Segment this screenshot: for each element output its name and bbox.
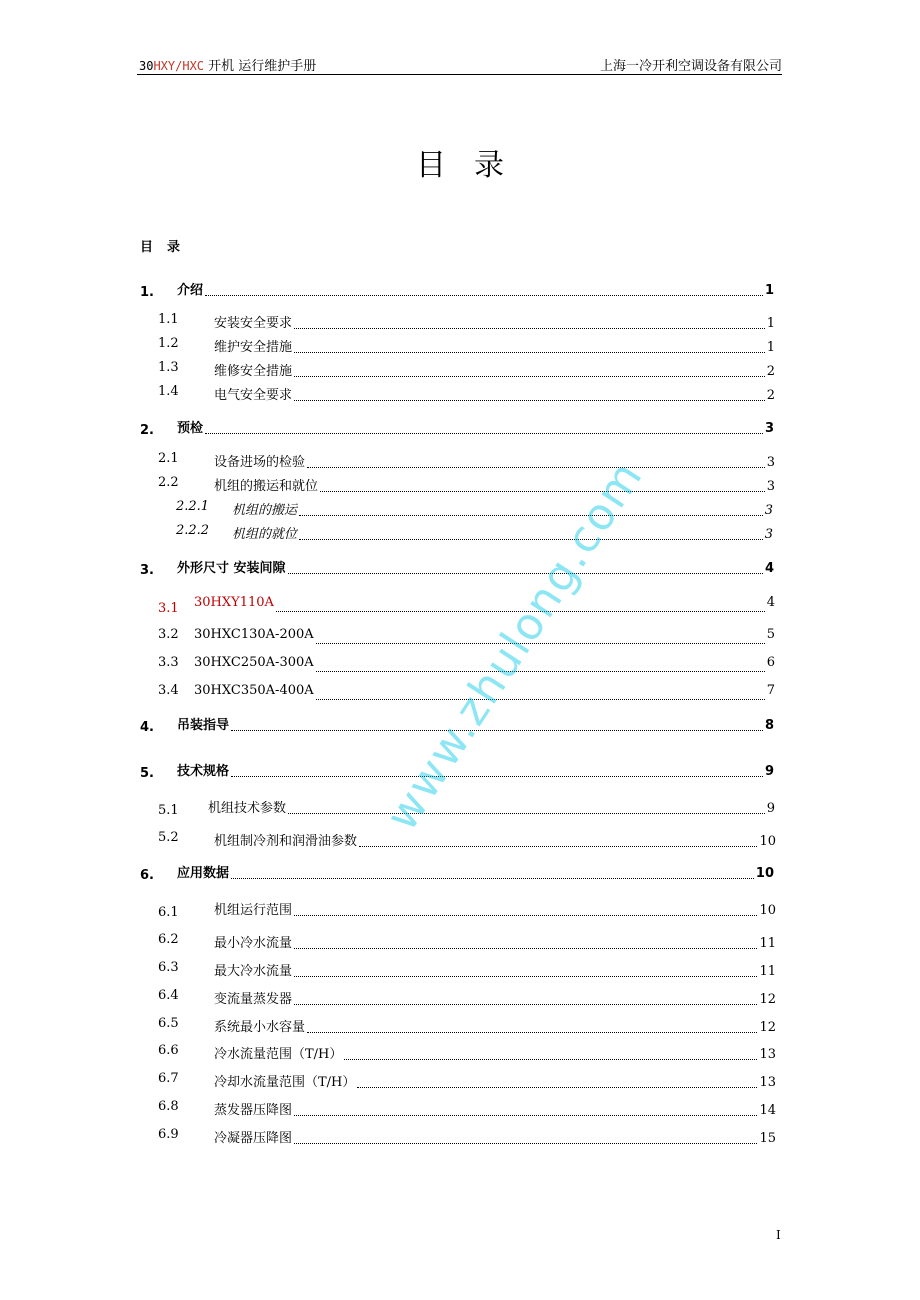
toc-entry-page: 8 [764, 718, 774, 733]
toc-entry-number: 1. [140, 285, 154, 300]
toc-entry[interactable] [158, 595, 775, 615]
toc-entry-number: 3.4 [158, 683, 179, 698]
toc-entry-title: 电气安全要求 [214, 388, 293, 403]
toc-entry-number: 6.8 [158, 1099, 179, 1114]
toc-entry-title: 30HXY110A [194, 595, 274, 610]
toc-entry-leader [294, 328, 765, 329]
toc-entry-page: 10 [759, 834, 776, 849]
toc-entry-number: 5.1 [158, 803, 179, 818]
toc-entry-title: 系统最小水容量 [214, 1020, 306, 1035]
toc-entry-leader [359, 846, 757, 847]
toc-entry-title: 蒸发器压降图 [214, 1103, 293, 1118]
toc-entry-leader [307, 1032, 757, 1033]
toc-entry-page: 6 [766, 655, 775, 670]
toc-entry-title: 机组的搬运和就位 [214, 479, 319, 494]
toc-entry[interactable] [158, 1043, 776, 1063]
toc-entry-number: 6.1 [158, 905, 179, 920]
toc-entry-number: 1.4 [158, 384, 179, 399]
toc-entry-leader [231, 776, 763, 777]
toc-entry-page: 11 [759, 936, 776, 951]
toc-entry-title: 机组的搬运 [232, 503, 298, 518]
toc-entry[interactable] [140, 417, 774, 437]
toc-entry-leader [294, 400, 765, 401]
toc-entry-title: 设备进场的检验 [214, 455, 306, 470]
toc-entry[interactable] [158, 451, 775, 471]
toc-entry[interactable] [158, 988, 776, 1008]
toc-entry-number: 1.2 [158, 336, 179, 351]
toc-entry-number: 2.2.2 [176, 523, 210, 538]
toc-entry[interactable] [158, 384, 775, 404]
toc-entry-number: 2.1 [158, 451, 179, 466]
toc-entry-title: 吊装指导 [177, 718, 230, 733]
toc-entry-page: 15 [759, 1131, 776, 1146]
toc-entry-number: 6.7 [158, 1071, 179, 1086]
toc-entry-leader [205, 433, 763, 434]
toc-heading: 目录 [140, 240, 195, 255]
toc-entry[interactable] [158, 1127, 776, 1147]
toc-entry-number: 6.9 [158, 1127, 179, 1142]
toc-entry-page: 3 [766, 479, 775, 494]
toc-entry-page: 12 [759, 1020, 776, 1035]
toc-entry-number: 6.6 [158, 1043, 179, 1058]
toc-entry-number: 6. [140, 868, 154, 883]
toc-entry-title: 安装安全要求 [214, 316, 293, 331]
toc-entry-title: 介绍 [177, 283, 204, 298]
toc-entry-title: 冷凝器压降图 [214, 1131, 293, 1146]
toc-entry-title: 30HXC350A-400A [194, 683, 314, 698]
toc-entry-leader [357, 1087, 757, 1088]
toc-entry-page: 13 [759, 1075, 776, 1090]
toc-entry-page: 2 [766, 364, 775, 379]
toc-entry[interactable] [158, 360, 775, 380]
page-number: I [776, 1228, 781, 1242]
toc-entry-title: 机组技术参数 [208, 801, 287, 816]
toc-entry-leader [231, 878, 754, 879]
toc-entry-title: 预检 [177, 421, 204, 436]
page-header [137, 55, 782, 75]
toc-entry[interactable] [158, 627, 775, 647]
toc-entry-number: 2. [140, 423, 154, 438]
toc-entry-leader [344, 1059, 757, 1060]
toc-entry-page: 2 [766, 388, 775, 403]
toc-entry-leader [294, 1004, 757, 1005]
toc-entry[interactable] [140, 557, 774, 577]
toc-entry-title: 维修安全措施 [214, 364, 293, 379]
toc-entry-title: 应用数据 [177, 866, 230, 881]
toc-entry[interactable] [140, 862, 774, 882]
toc-entry-leader [299, 539, 763, 540]
header-doc-name: 开机 运行维护手册 [204, 59, 317, 74]
toc-entry[interactable] [176, 523, 773, 543]
header-rule [137, 74, 782, 75]
toc-entry-title: 30HXC250A-300A [194, 655, 314, 670]
toc-entry-leader [231, 730, 763, 731]
toc-entry-page: 1 [764, 283, 774, 298]
toc-entry-title: 维护安全措施 [214, 340, 293, 355]
toc-entry-number: 2.2.1 [176, 499, 210, 514]
toc-entry[interactable] [158, 1016, 776, 1036]
toc-entry-title: 技术规格 [177, 764, 230, 779]
toc-entry-leader [205, 295, 763, 296]
toc-entry[interactable] [158, 475, 775, 495]
toc-entry-leader [288, 573, 763, 574]
toc-entry-page: 4 [766, 595, 775, 610]
toc-entry-title: 冷水流量范围（T/H） [214, 1047, 343, 1062]
toc-entry-leader [288, 813, 765, 814]
toc-entry-page: 7 [766, 683, 775, 698]
toc-entry-number: 1.3 [158, 360, 179, 375]
toc-entry-page: 10 [759, 903, 776, 918]
toc-entry-page: 13 [759, 1047, 776, 1062]
toc-entry-page: 3 [766, 455, 775, 470]
toc-entry-title: 最大冷水流量 [214, 964, 293, 979]
toc-entry-page: 9 [764, 764, 774, 779]
toc-entry[interactable] [158, 336, 775, 356]
toc-entry-page: 4 [764, 561, 774, 576]
toc-entry-number: 1.1 [158, 312, 179, 327]
toc-entry-number: 3.1 [158, 601, 179, 616]
toc-entry-leader [316, 699, 765, 700]
toc-entry[interactable] [158, 960, 776, 980]
toc-entry-page: 12 [759, 992, 776, 1007]
toc-entry[interactable] [158, 1099, 776, 1119]
toc-entry[interactable] [158, 899, 776, 919]
toc-entry[interactable] [158, 312, 775, 332]
toc-entry[interactable] [140, 279, 774, 299]
toc-entry-number: 6.2 [158, 932, 179, 947]
toc-entry-number: 4. [140, 720, 154, 735]
toc-entry-page: 3 [764, 503, 773, 518]
toc-entry-title: 机组制冷剂和润滑油参数 [214, 834, 358, 849]
header-company: 上海一冷开利空调设备有限公司 [599, 59, 782, 74]
toc-entry-page: 5 [766, 627, 775, 642]
toc-entry-title: 机组运行范围 [214, 903, 293, 918]
toc-entry[interactable] [176, 499, 773, 519]
toc-entry-number: 5.2 [158, 830, 179, 845]
toc-entry-number: 6.4 [158, 988, 179, 1003]
toc-entry-title: 最小冷水流量 [214, 936, 293, 951]
toc-entry[interactable] [158, 830, 776, 850]
toc-entry-leader [316, 671, 765, 672]
toc-entry[interactable] [158, 1071, 776, 1091]
toc-entry-number: 3.2 [158, 627, 179, 642]
toc-entry-leader [294, 1143, 757, 1144]
toc-entry-page: 1 [766, 316, 775, 331]
toc-entry-number: 5. [140, 766, 154, 781]
toc-entry-number: 3.3 [158, 655, 179, 670]
toc-entry-page: 1 [766, 340, 775, 355]
toc-entry-leader [294, 976, 757, 977]
toc-entry-leader [294, 948, 757, 949]
toc-entry[interactable] [158, 797, 775, 817]
toc-entry-title: 变流量蒸发器 [214, 992, 293, 1007]
toc-entry-title: 冷却水流量范围（T/H） [214, 1075, 356, 1090]
toc-entry-leader [294, 352, 765, 353]
toc-entry-page: 11 [759, 964, 776, 979]
toc-entry-page: 14 [759, 1103, 776, 1118]
toc-entry-leader [320, 491, 765, 492]
toc-entry-leader [294, 1115, 757, 1116]
toc-entry[interactable] [158, 932, 776, 952]
toc-entry-number: 2.2 [158, 475, 179, 490]
toc-entry-leader [299, 515, 763, 516]
toc-entry-page: 9 [766, 801, 775, 816]
toc-entry-number: 6.5 [158, 1016, 179, 1031]
watermark: www.zhulong.com [376, 451, 654, 840]
toc-entry-leader [294, 376, 765, 377]
header-model-red: HXY/HXC [153, 59, 205, 73]
toc-entry-page: 10 [755, 866, 774, 881]
toc-entry-number: 3. [140, 563, 154, 578]
toc-entry-number: 6.3 [158, 960, 179, 975]
page-title: 目录 [416, 148, 532, 183]
toc-entry-page: 3 [764, 421, 774, 436]
toc-entry-page: 3 [764, 527, 773, 542]
toc-entry-title: 30HXC130A-200A [194, 627, 314, 642]
toc-entry-title: 外形尺寸 安装间隙 [177, 561, 286, 576]
header-model-prefix: 30 [139, 59, 154, 73]
header-doc-title [139, 55, 316, 74]
toc-entry-leader [307, 467, 765, 468]
toc-entry-leader [294, 915, 757, 916]
toc-entry-title: 机组的就位 [232, 527, 298, 542]
